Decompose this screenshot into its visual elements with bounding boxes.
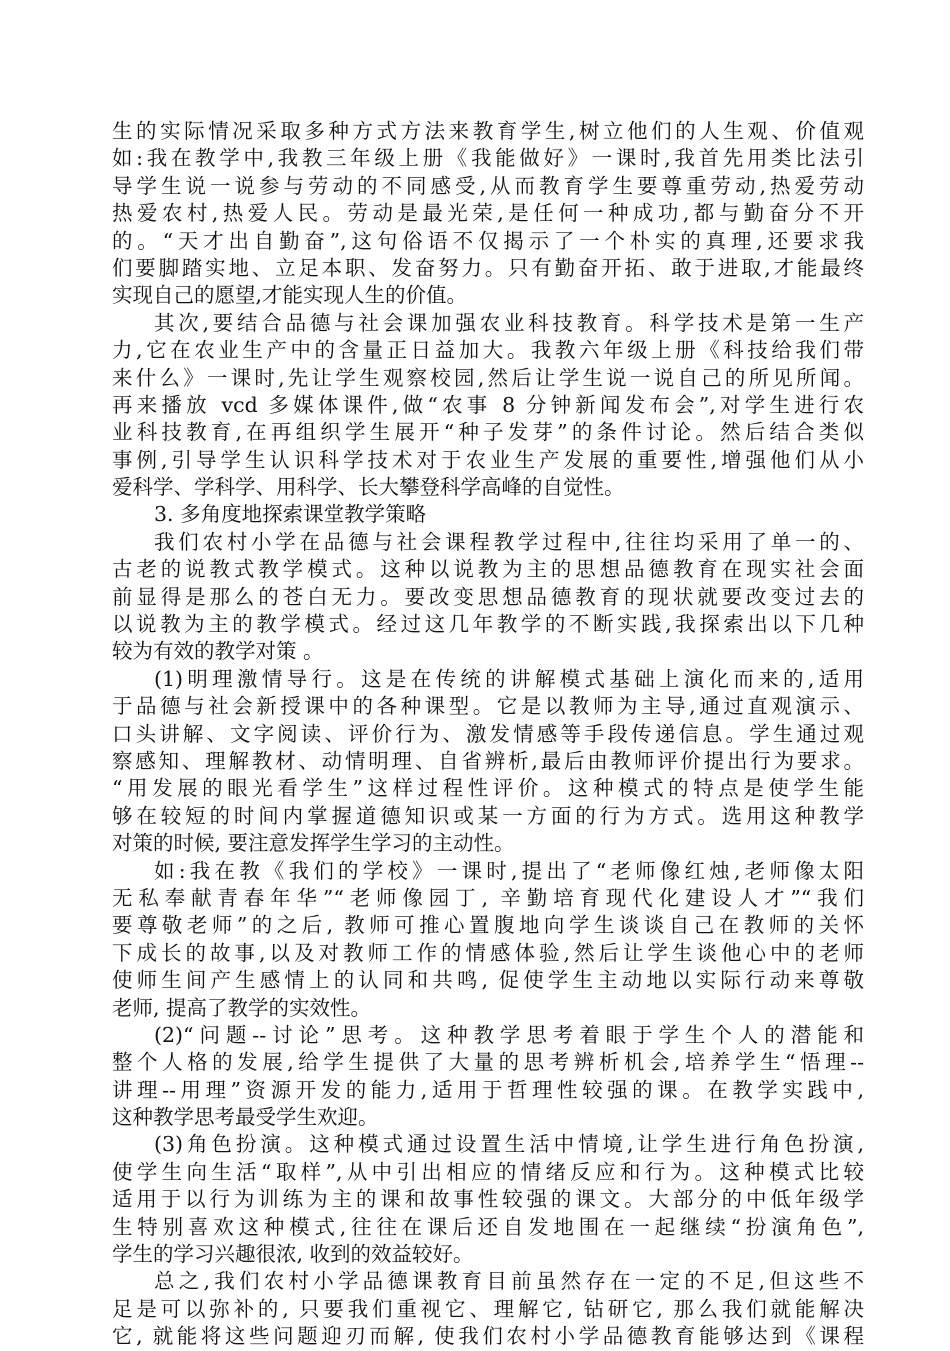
text-line: 对策的时候, 要注意发挥学生学习的主动性。 bbox=[112, 831, 515, 856]
text-line: 老师, 提高了教学的实效性。 bbox=[112, 995, 372, 1020]
text-line: 古老的说教式教学模式。这种以说教为主的思想品德教育在现实社会面 bbox=[112, 557, 864, 582]
text-line: (2)“问题--讨论”思考。这种教学思考着眼于学生个人的潜能和 bbox=[154, 1022, 864, 1047]
text-line: 要尊敬老师”的之后, 教师可推心置腹地向学生谈谈自己在教师的关怀 bbox=[112, 913, 864, 938]
text-line: 学生的学习兴趣很浓, 收到的效益较好。 bbox=[112, 1242, 474, 1267]
document-page bbox=[112, 118, 864, 1351]
text-line: 导学生说一说参与劳动的不同感受,从而教育学生要尊重劳动,热爱劳动 bbox=[112, 173, 864, 198]
text-line: 其次,要结合品德与社会课加强农业科技教育。科学技术是第一生产 bbox=[154, 310, 864, 335]
text-line: 爱科学、学科学、用科学、长大攀登科学高峰的自觉性。 bbox=[112, 475, 625, 500]
text-line: (1)明理激情导行。这是在传统的讲解模式基础上演化而来的,适用 bbox=[154, 666, 864, 691]
text-line: 整个人格的发展,给学生提供了大量的思考辨析机会,培养学生“悟理-- bbox=[112, 1050, 864, 1075]
text-line: 下成长的故事,以及对教师工作的情感体验,然后让学生谈他心中的老师 bbox=[112, 940, 864, 965]
text-line: 我们农村小学在品德与社会课程教学过程中,往往均采用了单一的、 bbox=[154, 529, 864, 554]
text-line: 无私奉献青春年华”“老师像园丁, 辛勤培育现代化建设人才”“我们 bbox=[112, 885, 864, 910]
text-line: 们要脚踏实地、立足本职、发奋努力。只有勤奋开拓、敢于进取,才能最终 bbox=[112, 255, 864, 280]
text-line: 前显得是那么的苍白无力。要改变思想品德教育的现状就要改变过去的 bbox=[112, 584, 864, 609]
text-line: 生特别喜欢这种模式,往往在课后还自发地围在一起继续“扮演角色”, bbox=[112, 1214, 864, 1239]
text-line: 察感知、理解教材、动情明理、自省辨析,最后由教师评价提出行为要求。 bbox=[112, 748, 864, 773]
text-line: 这种教学思考最受学生欢迎。 bbox=[112, 1105, 379, 1130]
text-line: 业科技教育,在再组织学生展开“种子发芽”的条件讨论。然后结合类似 bbox=[112, 420, 864, 445]
text-line: 口头讲解、文字阅读、评价行为、激发情感等手段传递信息。学生通过观 bbox=[112, 721, 864, 746]
text-line: 力,它在农业生产中的含量正日益加大。我教六年级上册《科技给我们带 bbox=[112, 338, 864, 363]
text-line: 3. 多角度地探索课堂教学策略 bbox=[154, 502, 427, 527]
text-line: 的。“天才出自勤奋”,这句俗语不仅揭示了一个朴实的真理,还要求我 bbox=[112, 228, 864, 253]
text-line: 事例,引导学生认识科学技术对于农业生产发展的重要性,增强他们从小 bbox=[112, 447, 864, 472]
text-line: 再来播放 vcd 多媒体课件,做“农事 8 分钟新闻发布会”,对学生进行农 bbox=[112, 392, 864, 417]
text-line: 总之,我们农村小学品德课教育目前虽然存在一定的不足,但这些不 bbox=[154, 1269, 864, 1294]
text-line: “用发展的眼光看学生”这样过程性评价。这种模式的特点是使学生能 bbox=[112, 776, 864, 801]
text-line: 适用于以行为训练为主的课和故事性较强的课文。大部分的中低年级学 bbox=[112, 1187, 864, 1212]
text-line: 于品德与社会新授课中的各种课型。它是以教师为主导,通过直观演示、 bbox=[112, 694, 864, 719]
text-line: 如:我在教《我们的学校》一课时,提出了“老师像红烛,老师像太阳 bbox=[154, 858, 864, 883]
text-line: 以说教为主的教学模式。经过这几年教学的不断实践,我探索出以下几种 bbox=[112, 612, 864, 637]
text-line: 使师生间产生感情上的认同和共鸣, 促使学生主动地以实际行动来尊敬 bbox=[112, 968, 864, 993]
text-line: 讲理--用理”资源开发的能力,适用于哲理性较强的课。在教学实践中, bbox=[112, 1077, 864, 1102]
text-line: 热爱农村,热爱人民。劳动是最光荣,是任何一种成功,都与勤奋分不开 bbox=[112, 201, 864, 226]
text-line: 它, 就能将这些问题迎刃而解, 使我们农村小学品德教育能够达到《课程 bbox=[112, 1324, 864, 1349]
text-line: 足是可以弥补的, 只要我们重视它、理解它, 钻研它, 那么我们就能解决 bbox=[112, 1296, 864, 1321]
text-line: 来什么》一课时,先让学生观察校园,然后让学生说一说自己的所见所闻。 bbox=[112, 365, 864, 390]
text-line: 够在较短的时间内掌握道德知识或某一方面的行为方式。选用这种教学 bbox=[112, 803, 864, 828]
text-line: (3)角色扮演。这种模式通过设置生活中情境,让学生进行角色扮演, bbox=[154, 1132, 864, 1157]
text-line: 生的实际情况采取多种方式方法来教育学生,树立他们的人生观、价值观 bbox=[112, 119, 864, 143]
text-line: 较为有效的教学对策 。 bbox=[112, 639, 324, 664]
text-line: 使学生向生活“取样”,从中引出相应的情绪反应和行为。这种模式比较 bbox=[112, 1159, 864, 1184]
text-line: 实现自己的愿望,才能实现人生的价值。 bbox=[112, 283, 468, 308]
text-line: 如:我在教学中,我教三年级上册《我能做好》一课时,我首先用类比法引 bbox=[112, 146, 864, 171]
